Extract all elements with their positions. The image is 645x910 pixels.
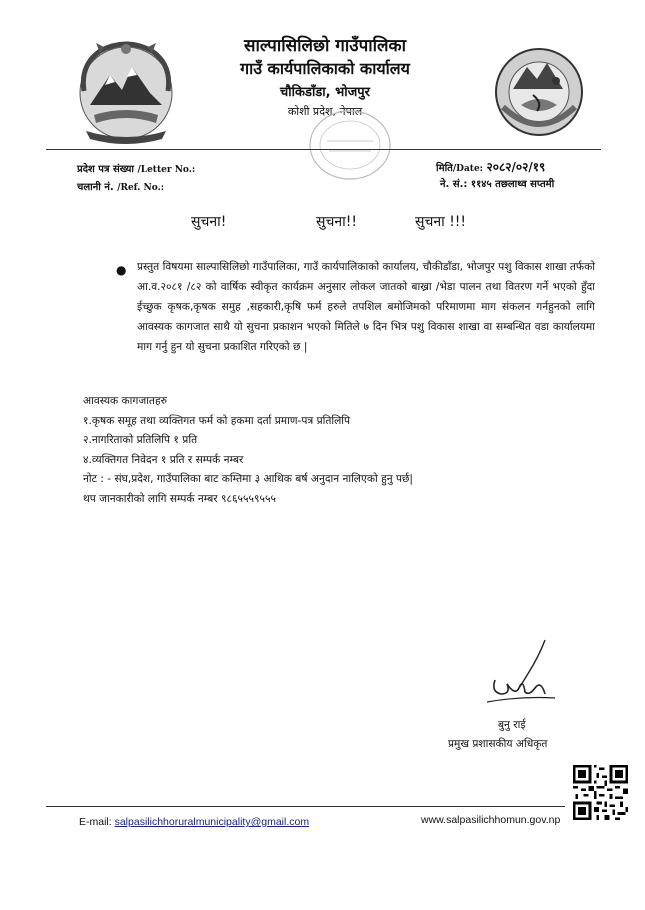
email-label: E-mail: — [79, 816, 112, 828]
footer-divider — [46, 806, 565, 807]
documents-section — [83, 392, 413, 509]
signature-icon — [485, 636, 560, 706]
municipality-logo-icon — [493, 45, 585, 140]
nepal-sambat-value: ११४५ तछलाथ्व सप्तमी — [470, 179, 555, 190]
office-location: चौकिडाँडा, भोजपुर — [280, 85, 370, 100]
letter-no-label: प्रदेश पत्र संख्या /Letter No.: — [77, 164, 196, 175]
office-province: कोशी प्रदेश, नेपाल — [287, 105, 363, 118]
qr-code-icon — [573, 765, 628, 820]
documents-heading: आवस्यक कागजातहरु — [83, 395, 167, 407]
signatory-name: बुनु राई — [498, 719, 526, 731]
footer-email — [79, 816, 309, 828]
notice-body: प्रस्तुत विषयमा साल्पासिलिछो गाउँपालिका, गाउँ कार्यपालिकाको कार्यालय, चौकीडाँडा, भोजपुर पशु विकास शाखा तर्फको आ.व.२०८१ /८२ को वार्षिक स्वीकृत कार्यक्रम अनुसार लोकल जातको बाख्रा /भेडा पालन तथा वितरण गर्ने भएको हुँदा ईच्छुक कृषक,कृषक समुह ,सहकारी,कृषि फर्म हरुले तपशिल बमोजिमको परिमाणमा माग संकलन गर्नहुनको लागि आवस्यक कागजात साथै यो सुचना प्रकाशन भएको मितिले ७ दिन भित्र पशु विकास शाखा वा सम्बन्धित वडा कार्यालयमा माग गर्नु हुन यो सुचना प्रकाशित गरिएको छ | — [137, 261, 595, 353]
document-item: ४.व्यक्तिगत निवेदन १ प्रति र सम्पर्क नम्बर — [83, 453, 244, 466]
office-subtitle: गाउँ कार्यपालिकाको कार्यालय — [240, 59, 410, 78]
office-name: साल्पासिलिछो गाउँपालिका — [243, 36, 407, 56]
office-stamp-icon — [305, 105, 395, 183]
document-item: २.नागरिताको प्रतिलिपि १ प्रति — [83, 434, 198, 446]
signatory-title: प्रमुख प्रशासकीय अधिकृत — [448, 738, 548, 750]
ref-no-label: चलानी नं. /Ref. No.: — [77, 182, 165, 193]
email-link[interactable]: salpasilichhoruralmunicipality@gmail.com — [114, 816, 310, 828]
bullet-icon: ● — [116, 263, 127, 277]
note-text: नोट : - संघ,प्रदेश, गाउँपालिका बाट कम्तिमा ३ आथिक बर्ष अनुदान नालिएको हुनु पर्छ| — [83, 473, 413, 485]
date-field: मिति/Date: २०८२/०२/१९ — [436, 160, 546, 174]
date-value: २०८२/०२/१९ — [486, 160, 546, 174]
website-link[interactable]: www.salpasilichhomun.gov.np — [421, 814, 561, 826]
notice-heading-2: सुचना!! — [316, 214, 357, 230]
header-divider — [46, 149, 601, 150]
nepal-sambat-field: ने. सं.: ११४५ तछलाथ्व सप्तमी — [440, 179, 555, 190]
notice-heading-3: सुचना !!! — [415, 214, 467, 230]
contact-text: थप जानकारीको लागि सम्पर्क नम्बर ९८६५५५९५५५ — [83, 492, 277, 505]
document-item: १.कृषक समूह तथा व्यक्तिगत फर्म को हकमा दर्ता प्रमाण-पत्र प्रतिलिपि — [83, 414, 351, 427]
notice-heading-1: सुचना! — [191, 214, 227, 230]
